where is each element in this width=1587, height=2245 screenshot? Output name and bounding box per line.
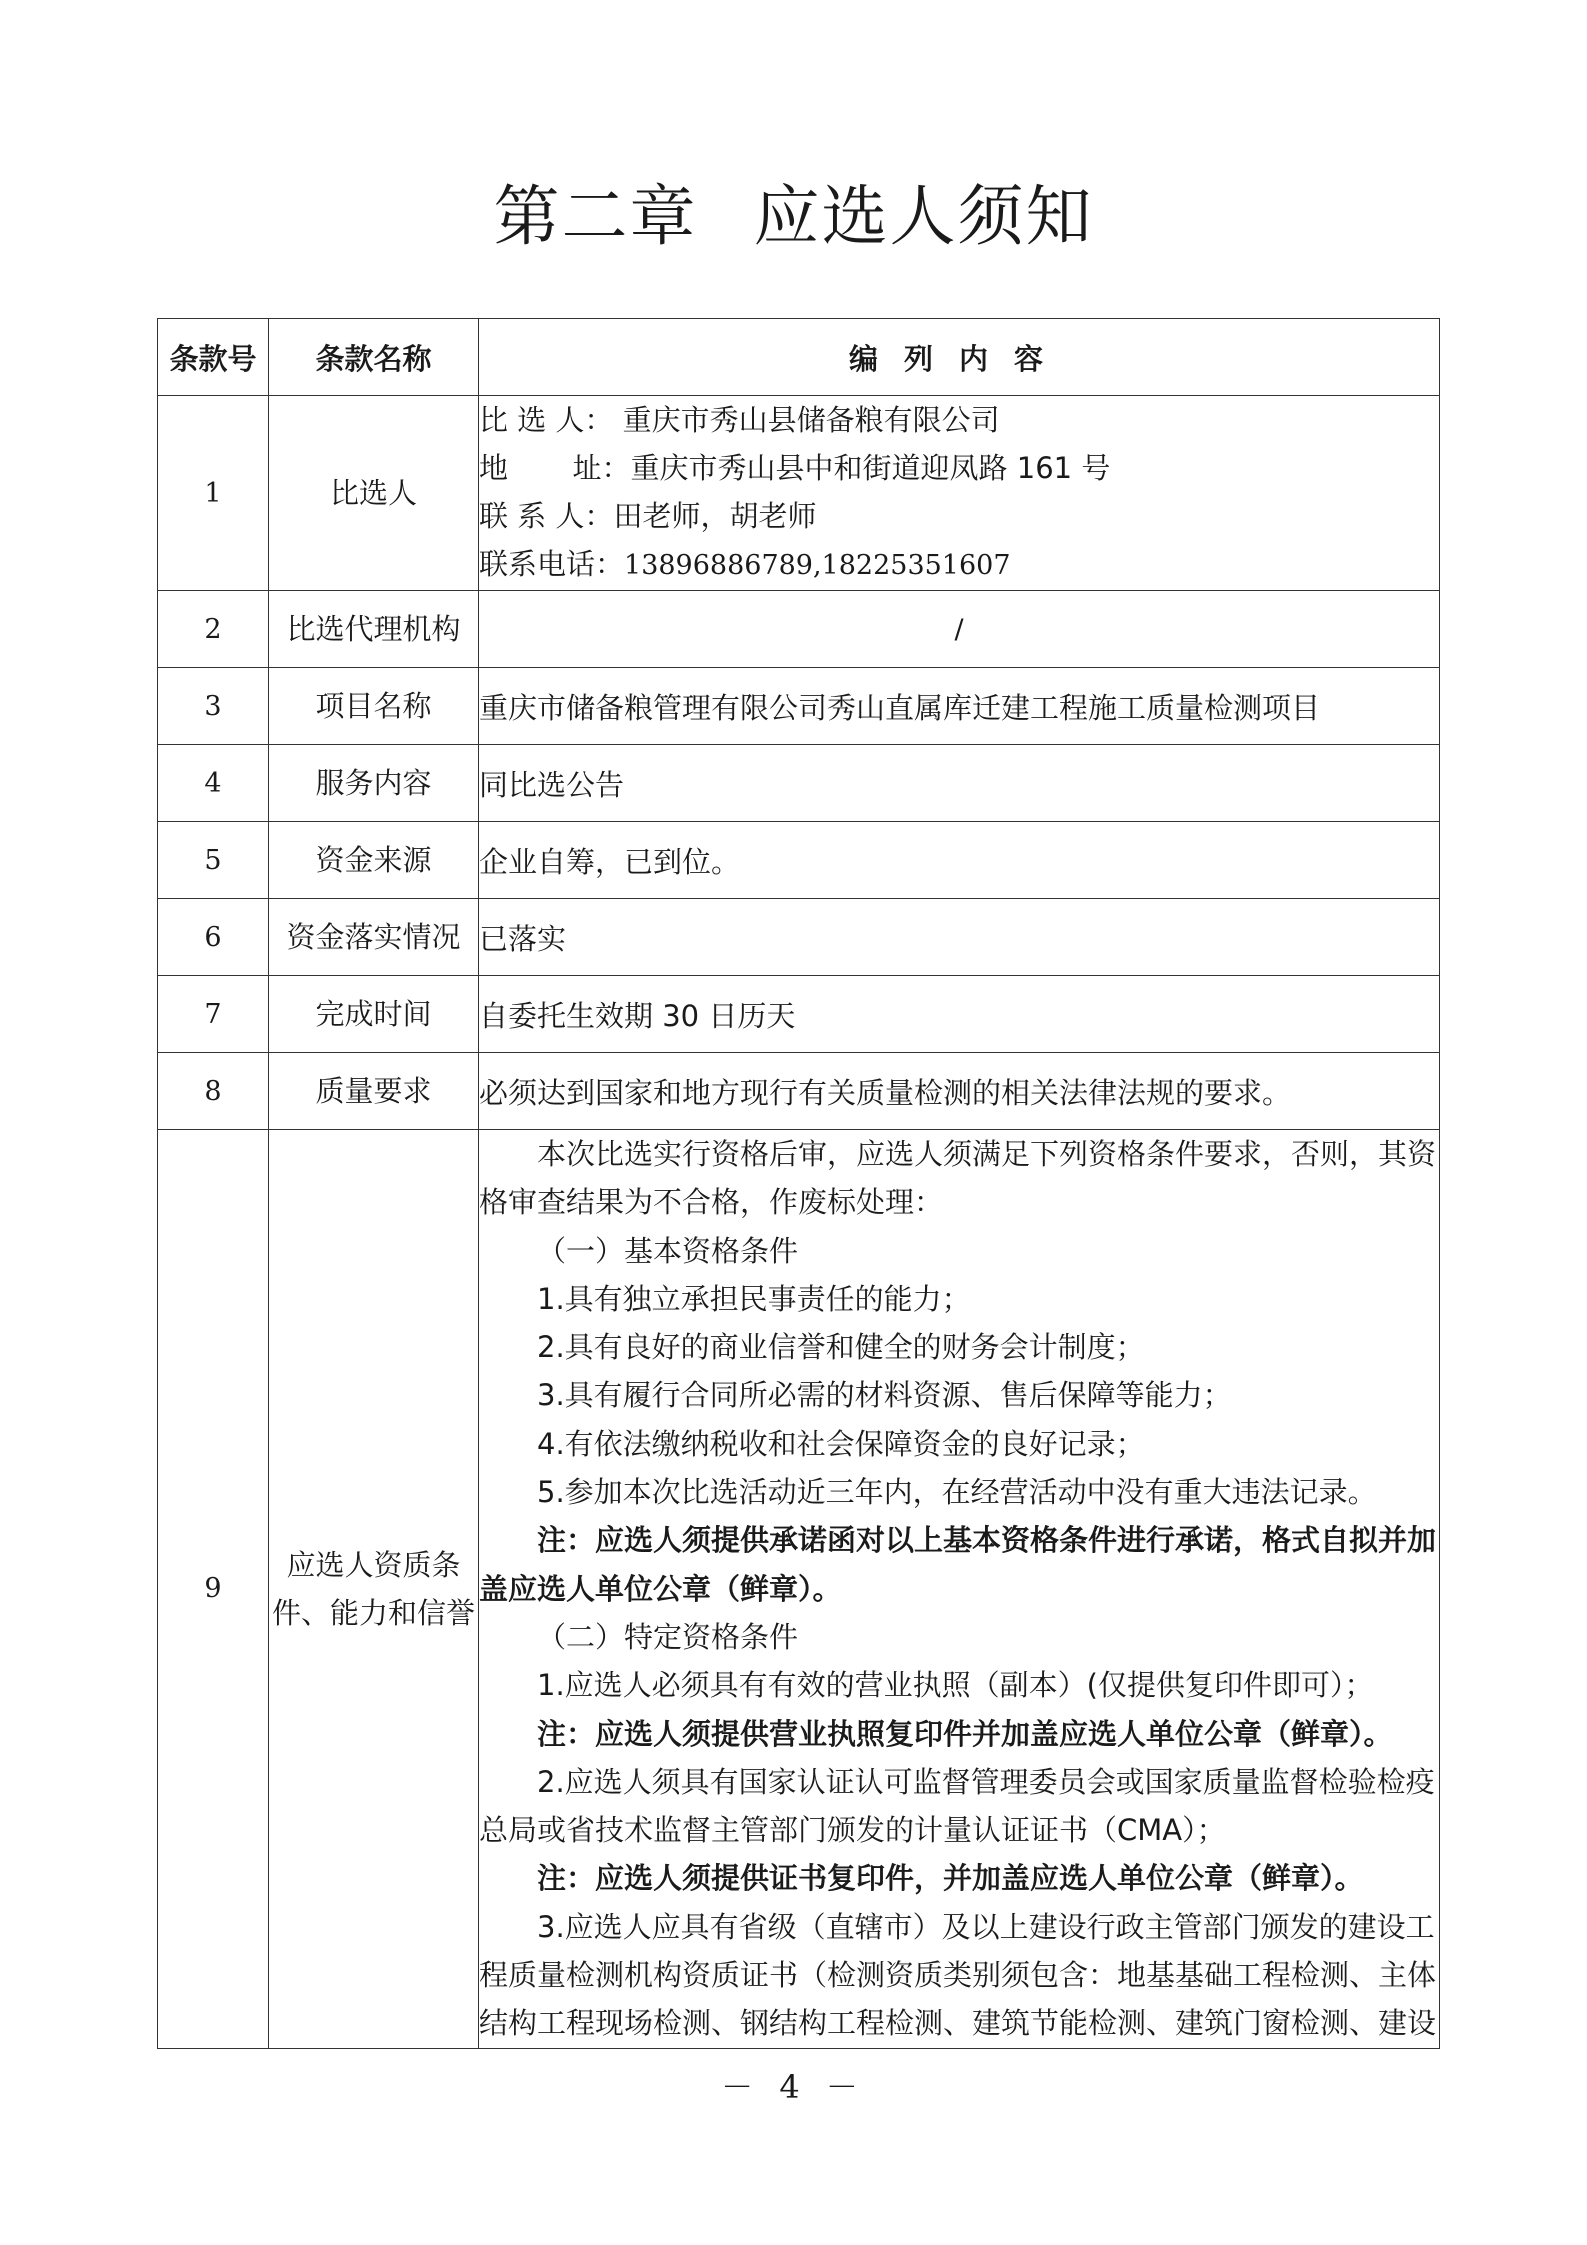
paragraph: 3.具有履行合同所必需的材料资源、售后保障等能力； xyxy=(537,1378,1232,1413)
paragraph: 2.应选人须具有国家认证认可监督管理委员会或国家质量监督检验检疫总局或省技术监督主管部门颁发的计量认证证书（CMA）； xyxy=(479,1764,1435,1848)
paragraph: 本次比选实行资格后审，应选人须满足下列资格条件要求，否则，其资格审查结果为不合格，作废标处理： xyxy=(479,1137,1437,1220)
table-row xyxy=(158,396,1440,591)
page-number: － 4 － xyxy=(721,2068,866,2106)
info-line-selector xyxy=(479,396,1439,444)
header-clause-name: 条款名称 xyxy=(269,319,479,396)
info-label: 比 选 人： xyxy=(479,403,614,437)
clause-name: 质量要求 xyxy=(269,1053,479,1130)
page-title xyxy=(0,172,1587,262)
chapter-number: 第二章 xyxy=(493,178,698,255)
clause-content: 必须达到国家和地方现行有关质量检测的相关法律法规的要求。 xyxy=(479,1053,1440,1130)
clause-name: 资金来源 xyxy=(269,822,479,899)
header-clause-no: 条款号 xyxy=(158,319,269,396)
paragraph: 4.有依法缴纳税收和社会保障资金的良好记录； xyxy=(537,1426,1145,1461)
clause-name: 资金落实情况 xyxy=(269,899,479,976)
paragraph: （二）特定资格条件 xyxy=(537,1619,799,1654)
clause-no: 7 xyxy=(158,976,269,1053)
table-row xyxy=(158,1053,1440,1130)
clause-content: 重庆市储备粮管理有限公司秀山直属库迁建工程施工质量检测项目 xyxy=(479,668,1440,745)
clause-no: 8 xyxy=(158,1053,269,1130)
clause-content: / xyxy=(479,591,1440,668)
info-line-contact xyxy=(479,492,1439,540)
info-label: 联系电话： xyxy=(479,547,625,581)
paragraph: 5.参加本次比选活动近三年内，在经营活动中没有重大违法记录。 xyxy=(537,1475,1377,1510)
clause-no: 4 xyxy=(158,745,269,822)
paragraph: （一）基本资格条件 xyxy=(537,1233,799,1268)
table-row xyxy=(158,668,1440,745)
clause-name: 比选人 xyxy=(269,396,479,591)
info-value: 田老师，胡老师 xyxy=(613,499,817,533)
info-label: 联 系 人： xyxy=(479,499,614,533)
clause-content: 同比选公告 xyxy=(479,745,1440,822)
clause-name: 服务内容 xyxy=(269,745,479,822)
info-value: 重庆市秀山县中和街道迎凤路 161 号 xyxy=(630,451,1111,485)
clause-name: 项目名称 xyxy=(269,668,479,745)
clause-no: 6 xyxy=(158,899,269,976)
bold-note: 注：应选人须提供营业执照复印件并加盖应选人单位公章（鲜章）。 xyxy=(537,1716,1393,1751)
table-row xyxy=(158,745,1440,822)
bold-note: 注：应选人须提供承诺函对以上基本资格条件进行承诺，格式自拟并加盖应选人单位公章（鲜章）。 xyxy=(479,1523,1437,1606)
table-row xyxy=(158,1130,1440,2049)
paragraph: 1.应选人必须具有有效的营业执照（副本）(仅提供复印件即可）； xyxy=(537,1668,1374,1703)
paragraph: 1.具有独立承担民事责任的能力； xyxy=(537,1281,971,1316)
clause-no: 9 xyxy=(158,1130,269,2049)
table-row xyxy=(158,899,1440,976)
header-content: 编列内容 xyxy=(479,319,1440,396)
table-row xyxy=(158,822,1440,899)
clause-name: 比选代理机构 xyxy=(269,591,479,668)
clause-name: 应选人资质条件、能力和信誉 xyxy=(269,1130,479,2049)
clause-content: 已落实 xyxy=(479,899,1440,976)
paragraph: 2.具有良好的商业信誉和健全的财务会计制度； xyxy=(537,1330,1145,1365)
clause-content xyxy=(479,1130,1440,2049)
chapter-name: 应选人须知 xyxy=(753,178,1094,255)
clause-content: 企业自筹，已到位。 xyxy=(479,822,1440,899)
bold-note: 注：应选人须提供证书复印件，并加盖应选人单位公章（鲜章）。 xyxy=(537,1861,1364,1896)
clause-name: 完成时间 xyxy=(269,976,479,1053)
clause-content: 自委托生效期 30 日历天 xyxy=(479,976,1440,1053)
paragraph: 3.应选人应具有省级（直辖市）及以上建设行政主管部门颁发的建设工程质量检测机构资质证书（检测资质类别须包含：地基基础工程检测、主体结构工程现场检测、钢结构工程检测、建筑节能检测、建筑门窗检测、建设 xyxy=(479,1909,1437,2041)
clause-content xyxy=(479,396,1440,591)
table-header-row xyxy=(158,319,1440,396)
info-line-phone xyxy=(479,540,1439,590)
table-row xyxy=(158,976,1440,1053)
info-label: 地 址： xyxy=(479,451,631,485)
info-line-address xyxy=(479,444,1439,492)
table-row xyxy=(158,591,1440,668)
clause-no: 5 xyxy=(158,822,269,899)
info-value: 重庆市秀山县储备粮有限公司 xyxy=(613,403,1000,437)
clause-no: 1 xyxy=(158,396,269,591)
info-value: 13896886789,18225351607 xyxy=(624,550,1011,581)
clause-no: 3 xyxy=(158,668,269,745)
clause-no: 2 xyxy=(158,591,269,668)
clause-table xyxy=(157,318,1440,2049)
